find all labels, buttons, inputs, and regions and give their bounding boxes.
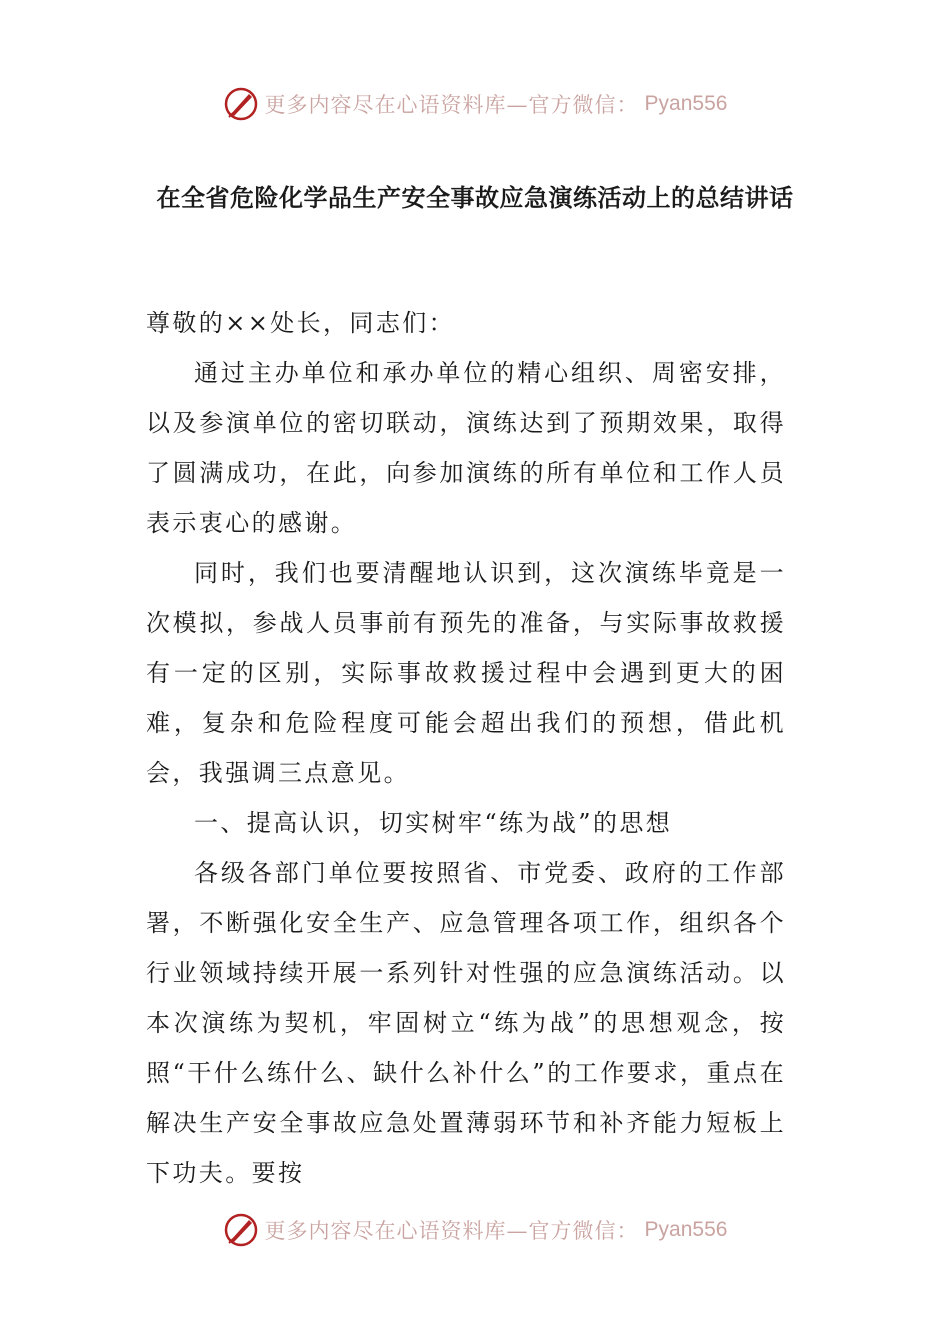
paragraph-thanks: 通过主办单位和承办单位的精心组织、周密安排，以及参演单位的密切联动，演练达到了预期效果，取得了圆满成功，在此，向参加演练的所有单位和工作人员表示衷心的感谢。	[146, 359, 786, 537]
footer-wechat-id: Pyan556	[644, 1218, 728, 1241]
paragraph-section-one: 各级各部门单位要按照省、市党委、政府的工作部署，不断强化安全生产、应急管理各项工作，组织各个行业领域持续开展一系列针对性强的应急演练活动。以本次演练为契机，牢固树立“练为战”的思想观念，按照“干什么练什么、缺什么补什么”的工作要求，重点在解决生产安全事故应急处置薄弱环节和补齐能力短板上下功夫。要按	[146, 859, 786, 1187]
section-heading-one: 一、提高认识，切实树牢“练为战”的思想	[194, 809, 673, 837]
paragraph-reflection: 同时，我们也要清醒地认识到，这次演练毕竟是一次模拟，参战人员事前有预先的准备，与实际事故救援有一定的区别，实际事故救援过程中会遇到更大的困难，复杂和危险程度可能会超出我们的预想，借此机会，我强调三点意见。	[146, 559, 786, 787]
header-banner-text: 更多内容尽在心语资料库—官方微信：	[264, 93, 639, 117]
header-wechat-id: Pyan556	[644, 92, 728, 115]
footer-watermark-banner	[0, 1208, 950, 1252]
header-watermark-banner	[0, 82, 950, 126]
salutation: 尊敬的××处长，同志们：	[146, 309, 456, 337]
quill-logo-icon	[223, 86, 259, 122]
document-title: 在全省危险化学品生产安全事故应急演练活动上的总结讲话	[156, 184, 794, 212]
document-body	[146, 298, 786, 1198]
quill-logo-icon	[223, 1212, 259, 1248]
footer-banner-text: 更多内容尽在心语资料库—官方微信：	[264, 1219, 639, 1243]
